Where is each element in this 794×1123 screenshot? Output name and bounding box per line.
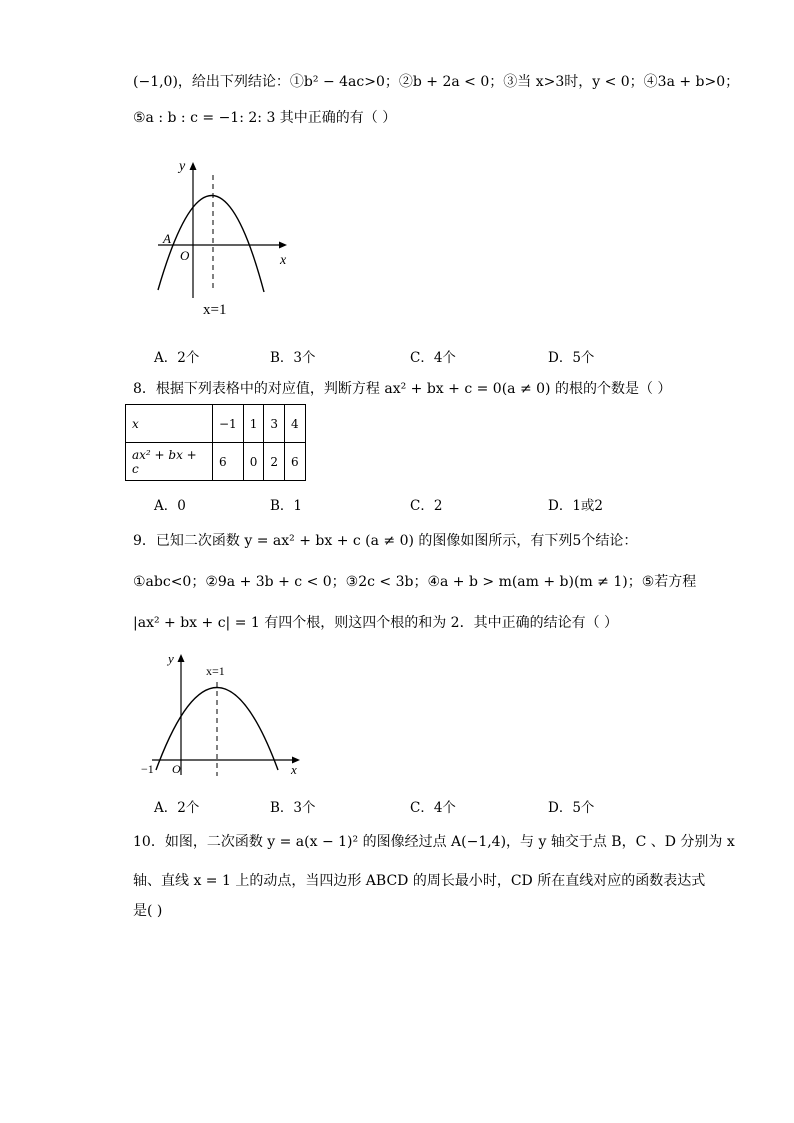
q7-y-label: y (179, 159, 186, 174)
q7-x-arrow-icon (279, 242, 287, 249)
q8-option-d[interactable]: D．1或2 (548, 498, 604, 514)
q8-options (154, 494, 634, 514)
q9-option-c[interactable]: C．4个 (410, 800, 456, 816)
table-cell: 6 (213, 443, 244, 481)
q9-y-label: y (168, 651, 174, 666)
table-cell: 6 (284, 443, 305, 481)
q7-ratio-statement: ⑤a : b : c = −1: 2: 3 其中正确的有（ ） (133, 110, 397, 126)
q10-stem-end: 是( ) (133, 903, 163, 919)
table-row (126, 443, 306, 481)
q9-neg-one-label: −1 (141, 762, 154, 776)
q9-conclusion-five: |ax² + bx + c| = 1 有四个根，则这四个根的和为 2．其中正确的结论有（ ） (133, 615, 619, 631)
q7-point-a-label: A (163, 231, 171, 246)
q10-stem: 10．如图，二次函数 y = a(x − 1)² 的图像经过点 A(−1,4)，与 y 轴交于点 B，C 、D 分别为 x (133, 834, 735, 850)
q8-stem: 8．根据下列表格中的对应值，判断方程 ax² + bx + c = 0(a ≠ 0) 的根的个数是（ ） (133, 381, 672, 397)
q9-y-arrow-icon (178, 654, 185, 662)
table-cell: 1 (243, 405, 264, 443)
table-row (126, 405, 306, 443)
q7-option-a[interactable]: A．2个 (154, 350, 200, 366)
q7-parabola-graph (150, 150, 310, 320)
q7-axis-caption: x=1 (203, 302, 227, 318)
q7-x-label: x (280, 253, 287, 268)
table-cell: −1 (213, 405, 244, 443)
q10-stem-cont: 轴、直线 x = 1 上的动点，当四边形 ABCD 的周长最小时，CD 所在直线对应的函数表达式 (133, 873, 706, 889)
q7-conditions: (−1,0)，给出下列结论：①b² − 4ac>0；②b + 2a < 0；③当 x>3时，y < 0；④3a + b>0； (133, 74, 740, 90)
q7-option-c[interactable]: C．4个 (410, 350, 456, 366)
table-header-x: x (126, 405, 213, 443)
q8-option-b[interactable]: B．1 (270, 498, 303, 514)
table-header-expression: ax² + bx + c (126, 443, 213, 481)
q8-option-c[interactable]: C．2 (410, 498, 443, 514)
q9-option-b[interactable]: B．3个 (270, 800, 316, 816)
q8-value-table (125, 404, 306, 481)
q7-origin-label: O (180, 248, 190, 263)
q7-option-b[interactable]: B．3个 (270, 350, 316, 366)
table-cell: 4 (284, 405, 305, 443)
q7-option-d[interactable]: D．5个 (548, 350, 595, 366)
q7-y-arrow-icon (190, 162, 197, 170)
table-cell: 0 (243, 443, 264, 481)
q9-axis-caption: x=1 (206, 664, 225, 678)
table-cell: 3 (264, 405, 285, 443)
q9-options (154, 796, 634, 816)
q9-origin-label: O (172, 762, 181, 776)
table-cell: 2 (264, 443, 285, 481)
q9-conclusions: ①abc<0；②9a + 3b + c < 0；③2c < 3b；④a + b > m(am + b)(m ≠ 1)；⑤若方程 (133, 574, 697, 590)
q9-stem: 9．已知二次函数 y = ax² + bx + c (a ≠ 0) 的图像如图所示，有下列5个结论： (133, 533, 638, 549)
q9-option-d[interactable]: D．5个 (548, 800, 595, 816)
q7-options (154, 346, 634, 366)
q9-option-a[interactable]: A．2个 (154, 800, 200, 816)
q9-x-label: x (291, 762, 297, 777)
q8-option-a[interactable]: A．0 (154, 498, 186, 514)
q7-parabola (158, 195, 264, 292)
q9-parabola-graph (138, 650, 313, 780)
